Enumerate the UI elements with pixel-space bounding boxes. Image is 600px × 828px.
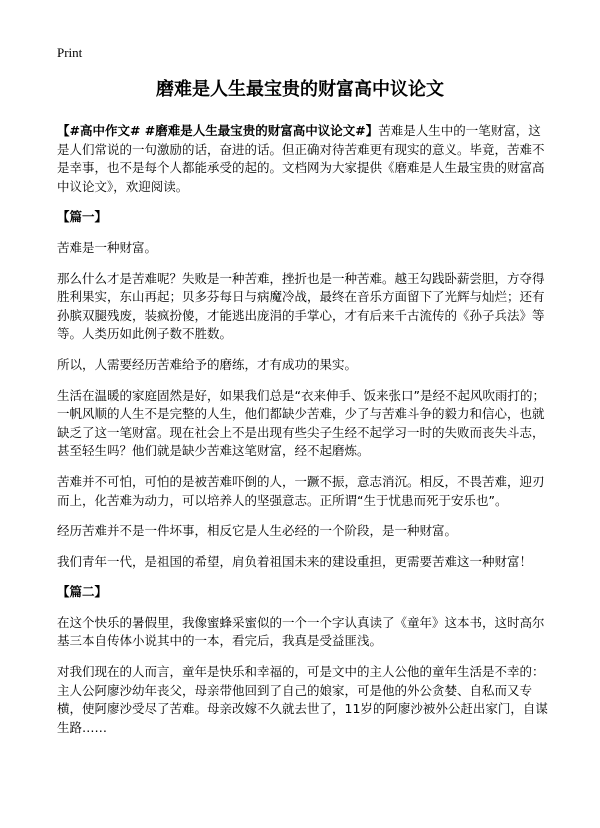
lead-text: 苦难是人生中的一笔财富，这是人们常说的一句激励的话，奋进的话。但正确对待苦难更有现实的意义。毕竟，苦难不是幸事，也不是每个人都能承受的起的。文档网为大家提供《磨难是人生最宝贵的财富高中议论文》，欢迎阅读。 <box>57 123 545 194</box>
section-heading-2: 【篇二】 <box>57 584 108 600</box>
paragraph: 所以，人需要经历苦难给予的磨练，才有成功的果实。 <box>57 356 358 372</box>
print-label[interactable]: Print <box>57 45 83 60</box>
paragraph: 那么什么才是苦难呢？失败是一种苦难，挫折也是一种苦难。越王勾践卧薪尝胆，方夺得胜利果实，东山再起；贝多芬每日与病魔冷战，最终在音乐方面留下了光辉与灿烂；还有孙膑双腿残废，装疯扮傻，才能逃出庞涓的手掌心，才有后来千古流传的《孙子兵法》等等。人类历如此例子数不胜数。 <box>57 270 545 342</box>
page-title: 磨难是人生最宝贵的财富高中议论文 <box>156 79 444 100</box>
paragraph: 苦难并不可怕，可怕的是被苦难吓倒的人，一蹶不振，意志消沉。相反，不畏苦难，迎刃而上，化苦难为动力，可以培养人的坚强意志。正所谓“生于忧患而死于安乐也”。 <box>57 473 545 508</box>
lead-tags: 【#高中作文# #磨难是人生最宝贵的财富高中议论文#】 <box>57 123 379 138</box>
paragraph: 对我们现在的人而言，童年是快乐和幸福的，可是文中的主人公他的童年生活是不幸的：主人公阿廖沙幼年丧父，母亲带他回到了自己的娘家，可是他的外公贪婪、自私而又专横，使阿廖沙受尽了苦难。母亲改嫁不久就去世了，11岁的阿廖沙被外公赶出家门，自谋生路…… <box>57 664 548 735</box>
paragraph: 我们青年一代，是祖国的希望，肩负着祖国未来的建设重担，更需要苦难这一种财富！ <box>57 553 533 569</box>
paragraph: 经历苦难并不是一件坏事，相反它是人生必经的一个阶段，是一种财富。 <box>57 523 458 539</box>
section-heading-1: 【篇一】 <box>57 209 108 225</box>
lead-paragraph <box>57 122 551 196</box>
article-body <box>57 122 551 749</box>
paragraph: 生活在温暖的家庭固然是好，如果我们总是“衣来伸手、饭来张口”是经不起风吹雨打的；一帆风顺的人生不是完整的人生，他们都缺少苦难，少了与苦难斗争的毅力和信心，也就缺乏了这一笔财富。现在社会上不是出现有些尖子生经不起学习一时的失败而丧失斗志，甚至轻生吗？他们就是缺少苦难这笔财富，经不起磨炼。 <box>57 387 545 459</box>
paragraph: 苦难是一种财富。 <box>57 239 158 255</box>
paragraph: 在这个快乐的暑假里，我像蜜蜂采蜜似的一个一个字认真读了《童年》这本书，这时高尔基三本自传体小说其中的一本，看完后，我真是受益匪浅。 <box>57 614 545 649</box>
